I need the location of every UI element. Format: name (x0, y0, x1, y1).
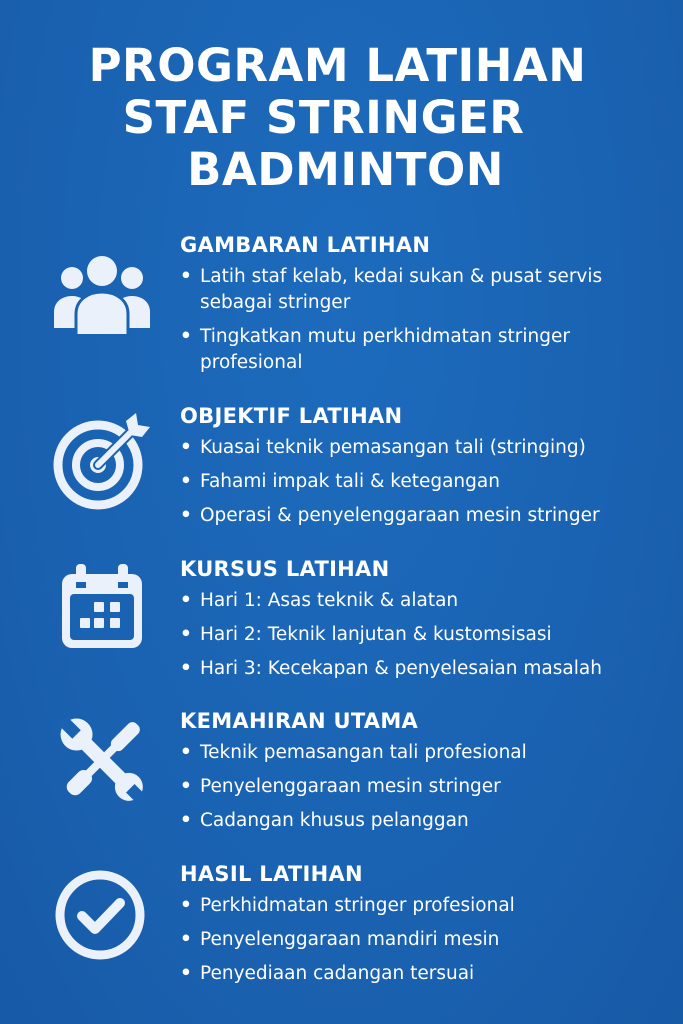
list-item-text: Latih staf kelab, kedai sukan & pusat servis sebagai stringer (200, 266, 603, 313)
list-item: • Fahami impak tali & ketegangan (180, 471, 500, 492)
list-item-text: Hari 2: Teknik lanjutan & kustomsisasi (200, 624, 552, 645)
section-title: GAMBARAN LATIHAN (180, 233, 431, 257)
title-line-3: BADMINTON (187, 143, 504, 196)
bullet-list (180, 264, 660, 384)
list-item: • Penyelenggaraan mesin stringer (180, 776, 501, 797)
title-line-2: STAF STRINGER (122, 91, 525, 144)
list-item-text: Cadangan khusus pelanggan (200, 810, 469, 831)
list-item-text: Hari 3: Kecekapan & penyelesaian masalah (200, 658, 602, 679)
section-title: HASIL LATIHAN (180, 862, 363, 886)
bullet-list (180, 740, 660, 842)
section-title: KURSUS LATIHAN (180, 557, 390, 581)
list-item-text: Hari 1: Asas teknik & alatan (200, 590, 459, 611)
list-item-text: Kuasai teknik pemasangan tali (stringing) (200, 437, 586, 458)
list-item: • Tingkatkan mutu perkhidmatan stringer profesional (180, 326, 570, 373)
list-item: • Hari 3: Kecekapan & penyelesaian masalah (180, 658, 602, 679)
list-item-text: Penyelenggaraan mesin stringer (200, 776, 501, 797)
list-item: • Teknik pemasangan tali profesional (180, 742, 527, 763)
list-item-text: Operasi & penyelenggaraan mesin stringer (200, 505, 600, 526)
list-item: • Penyelenggaraan mandiri mesin (180, 929, 500, 950)
list-item: • Hari 2: Teknik lanjutan & kustomsisasi (180, 624, 552, 645)
list-item: • Perkhidmatan stringer profesional (180, 895, 515, 916)
list-item-text: Tingkatkan mutu perkhidmatan stringer profesional (200, 326, 570, 373)
checkmark-circle-icon (50, 863, 154, 967)
list-item: • Kuasai teknik pemasangan tali (stringing) (180, 437, 586, 458)
list-item: • Penyediaan cadangan tersuai (180, 963, 475, 984)
group-people-icon (50, 244, 154, 348)
section-title: OBJEKTIF LATIHAN (180, 404, 403, 428)
list-item: • Latih staf kelab, kedai sukan & pusat servis sebagai stringer (180, 266, 603, 313)
title-line-1: PROGRAM LATIHAN (88, 39, 587, 92)
list-item-text: Penyelenggaraan mandiri mesin (200, 929, 500, 950)
calendar-icon (50, 556, 154, 660)
list-item-text: Fahami impak tali & ketegangan (200, 471, 500, 492)
bullet-list (180, 893, 660, 995)
tools-icon (50, 708, 154, 812)
list-item-text: Perkhidmatan stringer profesional (200, 895, 515, 916)
list-item: • Operasi & penyelenggaraan mesin stringer (180, 505, 600, 526)
bullet-list (180, 588, 660, 690)
list-item: • Hari 1: Asas teknik & alatan (180, 590, 459, 611)
target-icon (50, 409, 154, 513)
list-item: • Cadangan khusus pelanggan (180, 810, 469, 831)
list-item-text: Penyediaan cadangan tersuai (200, 963, 475, 984)
list-item-text: Teknik pemasangan tali profesional (200, 742, 527, 763)
page-title (0, 40, 683, 196)
bullet-list (180, 435, 660, 537)
section-title: KEMAHIRAN UTAMA (180, 709, 419, 733)
